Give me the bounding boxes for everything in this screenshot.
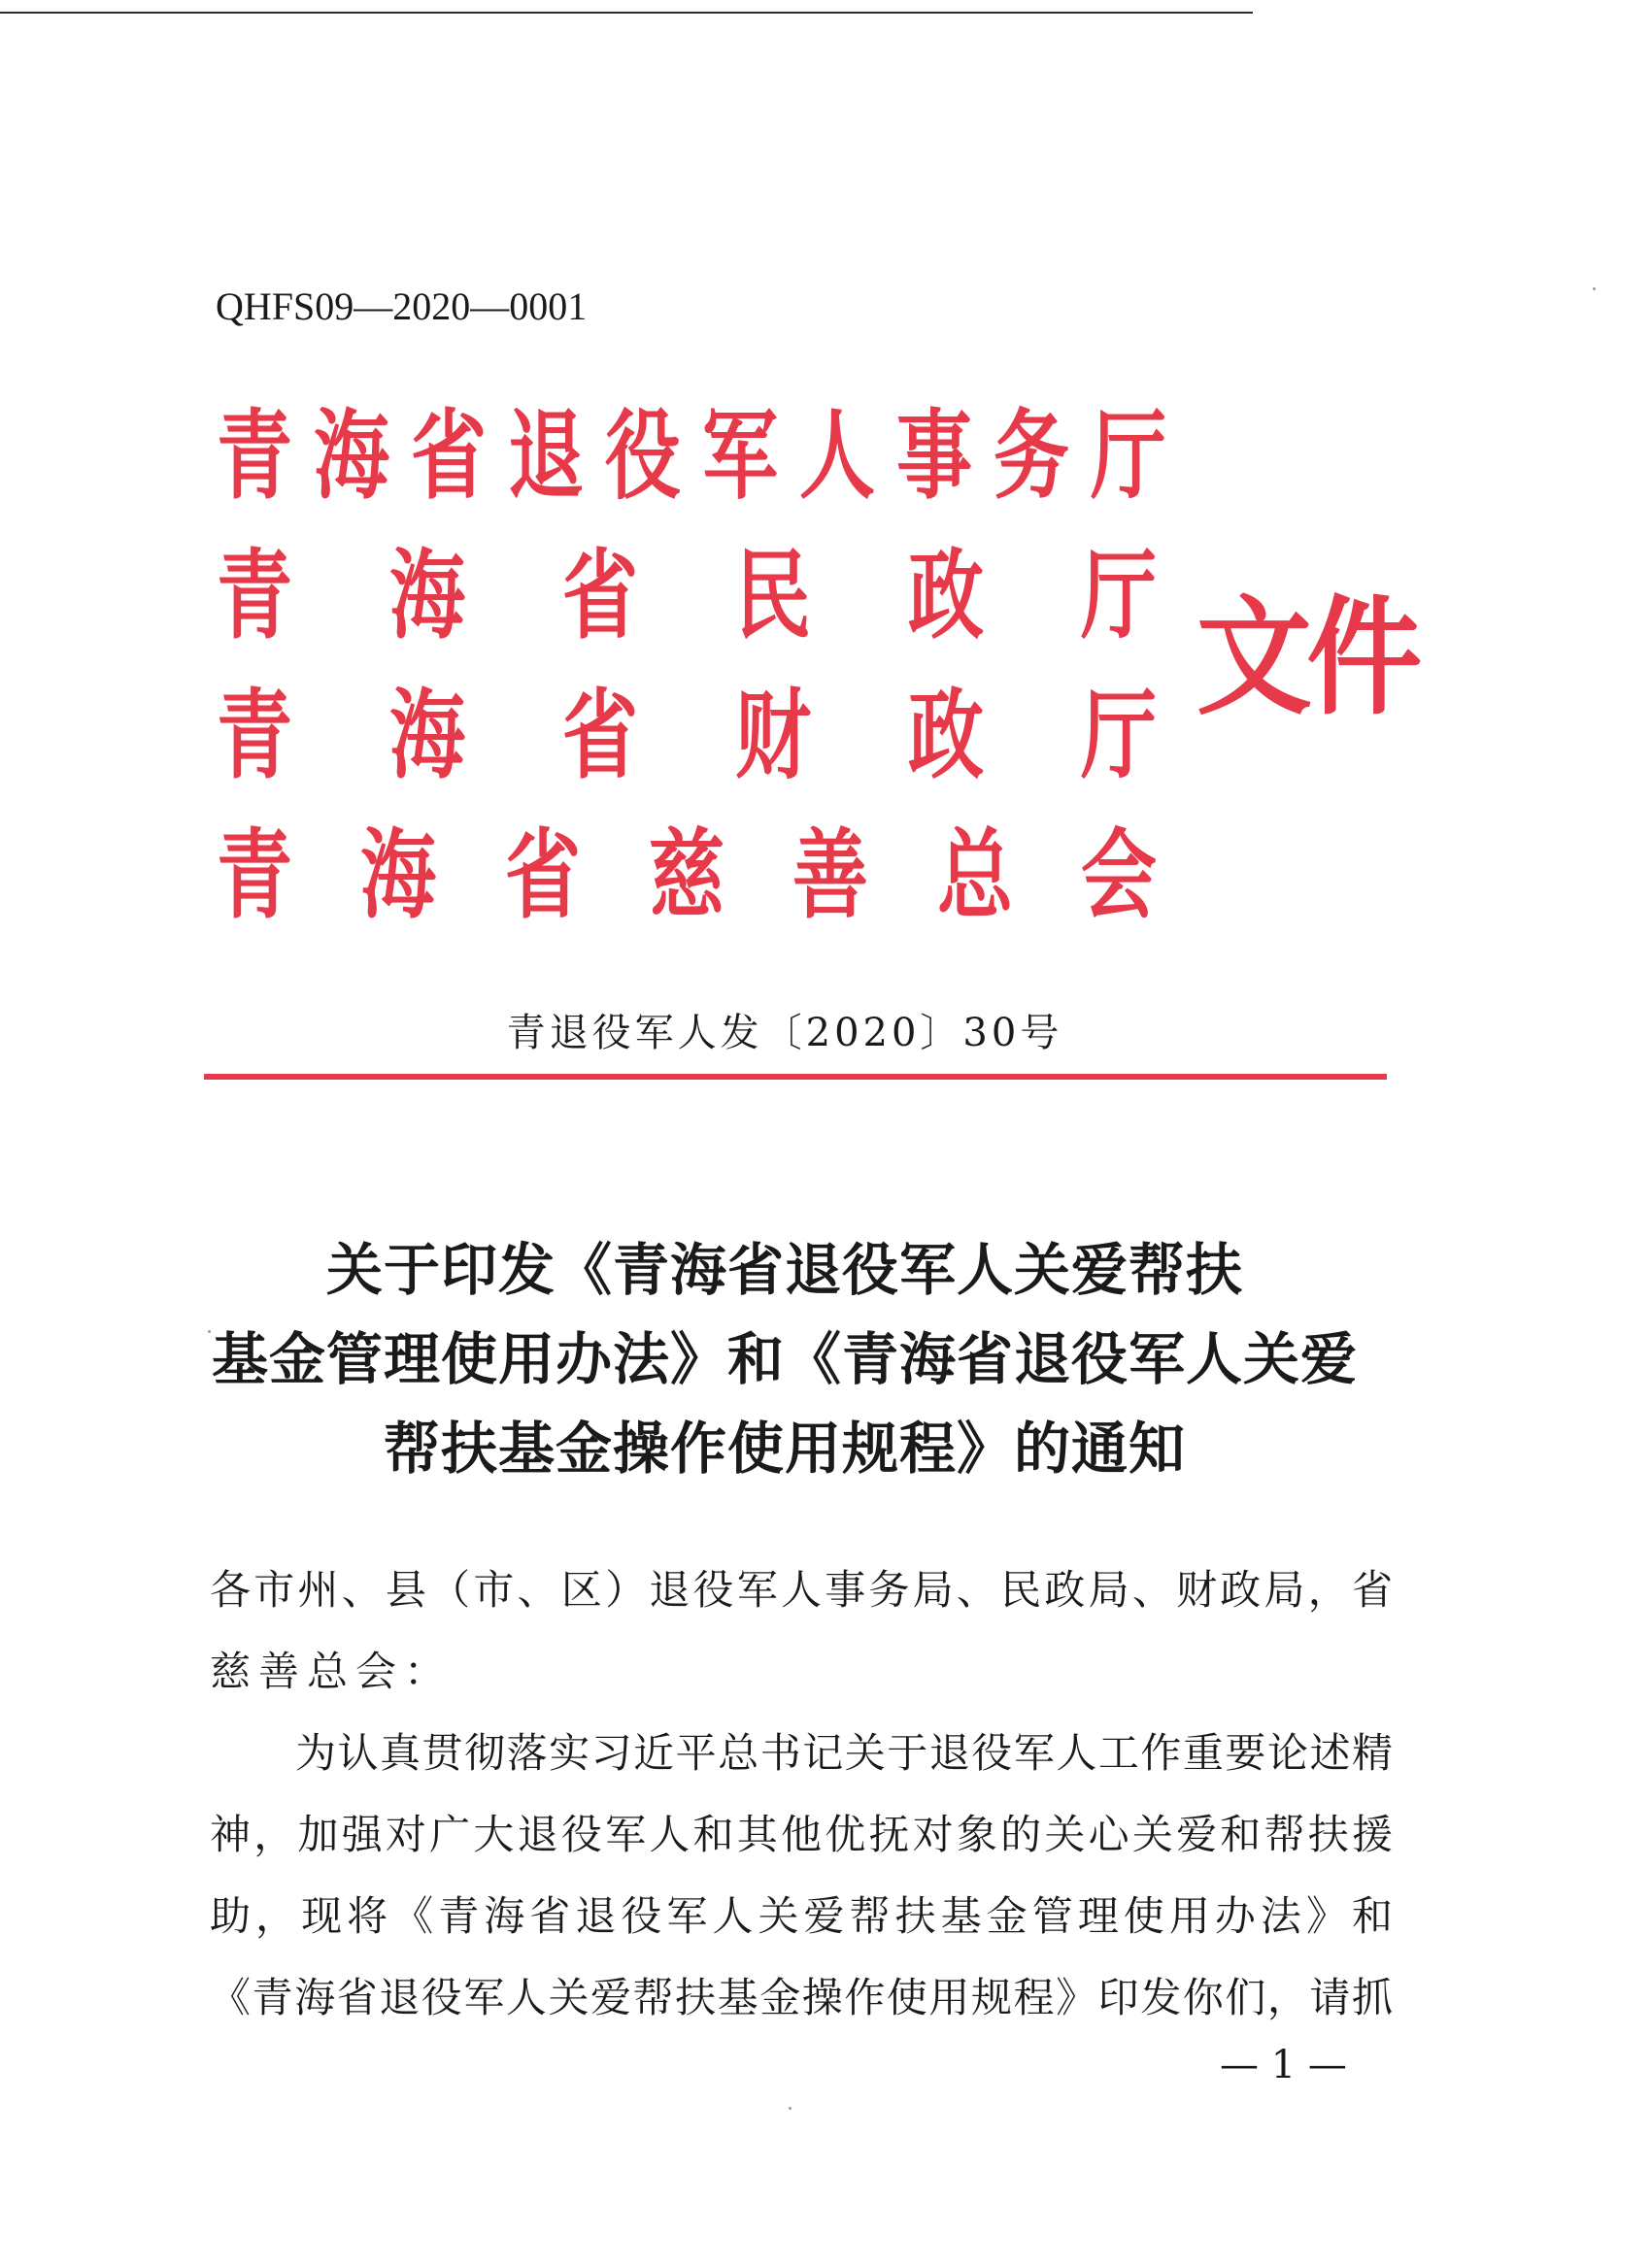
title-line-1: 关于印发《青海省退役军人关爱帮扶 <box>325 1237 1243 1303</box>
issuer-char: 省 <box>411 399 487 513</box>
issuer-char: 青 <box>217 818 292 932</box>
document-label-wenjian: 文件 <box>1196 584 1417 733</box>
scan-top-edge <box>0 12 1253 14</box>
scan-speck <box>789 2107 792 2110</box>
issuer-char: 军 <box>702 399 778 513</box>
issuer-char: 海 <box>389 679 465 792</box>
paragraph-line-2: 神，加强对广大退役军人和其他优抚对象的关心关爱和帮扶援 <box>210 1811 1393 1858</box>
issuer-char: 政 <box>908 679 984 792</box>
issuer-char: 青 <box>217 399 292 513</box>
issuer-char: 海 <box>314 399 389 513</box>
issuer-char: 海 <box>360 818 437 932</box>
issuer-char: 厅 <box>1081 539 1157 652</box>
document-number: 青退役军人发〔2020〕30号 <box>506 1011 1063 1055</box>
issuer-char: 善 <box>792 818 869 932</box>
issuer-char: 财 <box>735 679 811 792</box>
issuer-char: 慈 <box>648 818 724 932</box>
issuer-header <box>206 386 1167 946</box>
issuer-row-finance <box>206 666 1167 806</box>
title-line-2: 基金管理使用办法》和《青海省退役军人关爱 <box>211 1326 1358 1392</box>
issuer-char: 总 <box>936 818 1013 932</box>
issuer-char: 务 <box>994 399 1069 513</box>
issuer-char: 厅 <box>1081 679 1157 792</box>
issuer-char: 人 <box>799 399 875 513</box>
red-separator-line <box>204 1074 1387 1080</box>
issuer-char: 青 <box>217 539 292 652</box>
paragraph-line-1: 为认真贯彻落实习近平总书记关于退役军人工作重要论述精 <box>295 1729 1393 1777</box>
document-title <box>0 1225 1569 1493</box>
page-number: — 1 — <box>1220 2043 1347 2087</box>
issuer-char: 厅 <box>1091 399 1166 513</box>
scan-speck <box>1593 287 1596 290</box>
scan-speck <box>208 1330 211 1333</box>
document-code: QHFS09—2020—0001 <box>216 284 588 328</box>
issuer-char: 退 <box>508 399 584 513</box>
issuer-row-veterans-affairs <box>206 386 1167 526</box>
title-line-3: 帮扶基金操作使用规程》的通知 <box>383 1416 1186 1482</box>
paragraph-line-3: 助，现将《青海省退役军人关爱帮扶基金管理使用办法》和 <box>210 1892 1393 1940</box>
issuer-row-charity <box>206 806 1167 946</box>
issuer-char: 会 <box>1080 818 1157 932</box>
recipients-line-1: 各市州、县（市、区）退役军人事务局、民政局、财政局，省 <box>210 1566 1393 1614</box>
issuer-char: 省 <box>504 818 581 932</box>
issuer-char: 事 <box>896 399 972 513</box>
issuer-char: 省 <box>562 679 638 792</box>
issuer-row-civil-affairs <box>206 526 1167 666</box>
issuer-char: 政 <box>908 539 984 652</box>
issuer-char: 省 <box>562 539 638 652</box>
recipients-line-2: 慈善总会： <box>210 1648 454 1695</box>
issuer-char: 青 <box>217 679 292 792</box>
issuer-char: 役 <box>605 399 681 513</box>
issuer-char: 民 <box>735 539 811 652</box>
document-body <box>210 1550 1393 2039</box>
paragraph-line-4: 《青海省退役军人关爱帮扶基金操作使用规程》印发你们，请抓 <box>210 1974 1393 2021</box>
issuer-char: 海 <box>389 539 465 652</box>
